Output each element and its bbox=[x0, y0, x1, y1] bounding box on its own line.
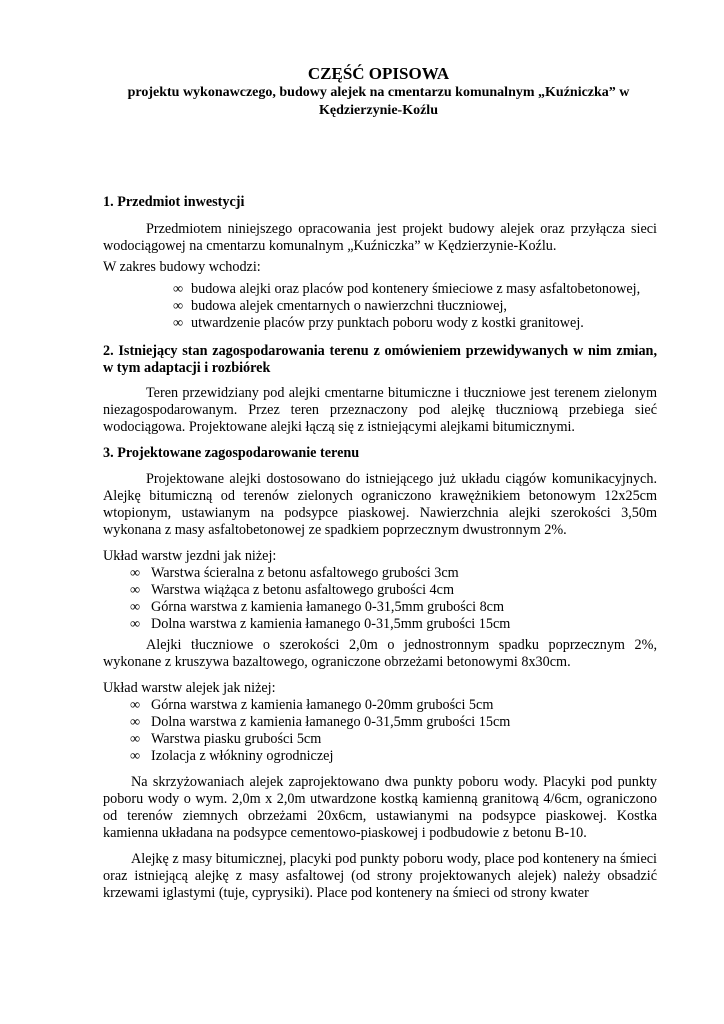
section-3-heading: 3. Projektowane zagospodarowanie terenu bbox=[103, 445, 360, 461]
section-1-heading: 1. Przedmiot inwestycji bbox=[103, 194, 245, 210]
document-subtitle-line2: Kędzierzynie-Koźlu bbox=[319, 103, 438, 118]
list-item: ∞ Warstwa wiążąca z betonu asfaltowego grubości 4cm bbox=[130, 582, 454, 598]
section-1-scope-label: W zakres budowy wchodzi: bbox=[103, 259, 261, 275]
list-item: ∞ Warstwa piasku grubości 5cm bbox=[130, 731, 322, 747]
section-2-text: Teren przewidziany pod alejki cmentarne bitumiczne i tłuczniowe jest terenem zielonym niezagospodarowanym. Przez teren przeznaczony pod alejkę tłuczniową przebiega sieć wodociągowa. Projektowane alejki łączą się z istniejącymi alejkami bitumicznymi. bbox=[103, 385, 657, 435]
document-subtitle-line1: projektu wykonawczego, budowy alejek na cmentarzu komunalnym „Kuźniczka” w bbox=[127, 85, 630, 100]
list-item: ∞ budowa alejki oraz placów pod kontenery śmieciowe z masy asfaltobetonowej, bbox=[173, 281, 641, 297]
infinity-bullet-icon: ∞ bbox=[173, 315, 184, 331]
infinity-bullet-icon: ∞ bbox=[130, 697, 141, 713]
infinity-bullet-icon: ∞ bbox=[173, 298, 184, 314]
road-layers-label: Układ warstw jezdni jak niżej: bbox=[103, 548, 277, 564]
infinity-bullet-icon: ∞ bbox=[130, 582, 141, 598]
list-item: ∞ Górna warstwa z kamienia łamanego 0-20mm grubości 5cm bbox=[130, 697, 494, 713]
document-body bbox=[103, 194, 657, 902]
list-item: ∞ utwardzenie placów przy punktach poboru wody z kostki granitowej. bbox=[173, 315, 584, 331]
list-item: ∞ Dolna warstwa z kamienia łamanego 0-31,5mm grubości 15cm bbox=[130, 714, 511, 730]
list-item: ∞ Dolna warstwa z kamienia łamanego 0-31,5mm grubości 15cm bbox=[130, 616, 511, 632]
document-title: CZĘŚĆ OPISOWA bbox=[307, 64, 450, 83]
infinity-bullet-icon: ∞ bbox=[130, 731, 141, 747]
path-layers-list bbox=[103, 697, 657, 765]
section-3-paragraph-2: Alejki tłuczniowe o szerokości 2,0m o jednostronnym spadku poprzecznym 2%, wykonane z kruszywa bazaltowego, ograniczone obrzeżami betonowymi 8x30cm. bbox=[103, 637, 657, 670]
infinity-bullet-icon: ∞ bbox=[130, 714, 141, 730]
infinity-bullet-icon: ∞ bbox=[130, 748, 141, 764]
section-2-heading: 2. Istniejący stan zagospodarowania terenu z omówieniem przewidywanych w nim zmian, w tym adaptacji i rozbiórek bbox=[103, 343, 657, 376]
path-layers-label: Układ warstw alejek jak niżej: bbox=[103, 680, 276, 696]
infinity-bullet-icon: ∞ bbox=[130, 565, 141, 581]
section-3-paragraph-4: Alejkę z masy bitumicznej, placyki pod punkty poboru wody, place pod kontenery na śmieci oraz istniejącą alejkę z masy asfaltowej (od strony projektowanych alejek) należy obsadzić krzewami iglastymi (tuje, cyprysiki). Place pod kontenery na śmieci od strony kwater bbox=[103, 851, 657, 901]
list-item: ∞ Górna warstwa z kamienia łamanego 0-31,5mm grubości 8cm bbox=[130, 599, 505, 615]
list-item: ∞ Izolacja z włókniny ogrodniczej bbox=[130, 748, 334, 764]
road-layers-list bbox=[103, 565, 657, 633]
title-block bbox=[100, 64, 657, 120]
section-1-intro: Przedmiotem niniejszego opracowania jest projekt budowy alejek oraz przyłącza sieci wodociągowej na cmentarzu komunalnym „Kuźniczka” w Kędzierzynie-Koźlu. bbox=[103, 221, 657, 254]
list-item: ∞ budowa alejek cmentarnych o nawierzchni tłuczniowej, bbox=[173, 298, 507, 314]
section-3-paragraph-1: Projektowane alejki dostosowano do istniejącego już układu ciągów komunikacyjnych. Alejkę bitumiczną od terenów zielonych ograniczono krawężnikiem betonowym 12x25cm wtopionym, ustawianym na podsypce piaskowej. Nawierzchnia alejki szerokości 3,50m wykonana z masy asfaltobetonowej ze spadkiem poprzecznym dwustronnym 2%. bbox=[103, 471, 657, 538]
infinity-bullet-icon: ∞ bbox=[130, 599, 141, 615]
infinity-bullet-icon: ∞ bbox=[130, 616, 141, 632]
list-item: ∞ Warstwa ścieralna z betonu asfaltowego grubości 3cm bbox=[130, 565, 459, 581]
infinity-bullet-icon: ∞ bbox=[173, 281, 184, 297]
section-1-list bbox=[103, 281, 657, 332]
section-3-paragraph-3: Na skrzyżowaniach alejek zaprojektowano dwa punkty poboru wody. Placyki pod punkty poboru wody o wym. 2,0m x 2,0m utwardzone kostką kamienną granitową 4/6cm, ograniczono od terenów ziemnych obrzeżami 20x6cm, ustawianymi na podsypce piaskowej. Kostka kamienna układana na podsypce cementowo-piaskowej i podbudowie z betonu B-10. bbox=[103, 774, 657, 841]
